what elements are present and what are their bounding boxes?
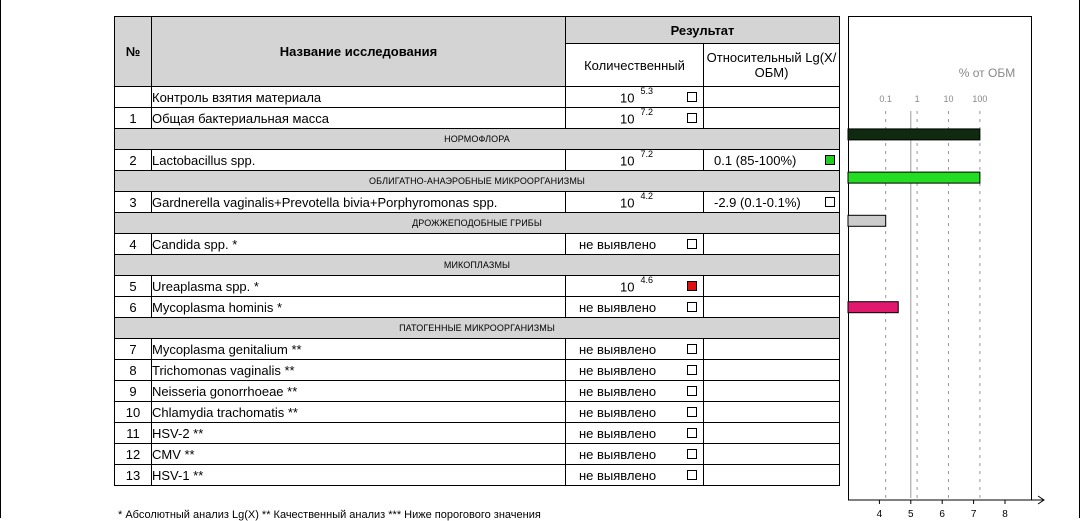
quantity-exponent: 4.6 — [640, 275, 653, 285]
top-tick-label: 10 — [943, 94, 954, 104]
table-row — [115, 360, 840, 381]
test-name: Gardnerella vaginalis+Prevotella bivia+Porphyromonas spp. — [152, 192, 566, 213]
quantity-base: 10 — [620, 195, 635, 211]
table-row — [115, 192, 840, 213]
quantitative-cell — [566, 381, 704, 402]
result-checkbox[interactable] — [687, 239, 697, 249]
test-name: Chlamydia trachomatis ** — [152, 402, 566, 423]
row-number: 2 — [115, 150, 152, 171]
table-row — [115, 402, 840, 423]
not-detected-text: не выявлено — [579, 300, 657, 315]
test-name: Общая бактериальная масса — [152, 108, 566, 129]
result-checkbox[interactable] — [687, 113, 697, 123]
top-tick-label: 100 — [972, 94, 988, 104]
table-row — [115, 297, 840, 318]
left-page-edge — [0, 0, 1, 518]
result-checkbox[interactable] — [687, 281, 697, 291]
test-name: Контроль взятия материала — [152, 87, 566, 108]
header-relative: Относительный Lg(X/ОБМ) — [704, 44, 840, 87]
not-detected-text: не выявлено — [579, 468, 657, 483]
header-result: Результат — [566, 17, 840, 44]
quantity-base: 10 — [620, 279, 635, 295]
relative-cell — [704, 87, 840, 108]
row-number: 1 — [115, 108, 152, 129]
relative-cell — [704, 360, 840, 381]
quantitative-cell — [566, 444, 704, 465]
result-checkbox[interactable] — [687, 470, 697, 480]
quantity-value — [620, 107, 653, 127]
results-table-body — [115, 87, 840, 486]
quantitative-cell — [566, 192, 704, 213]
result-checkbox[interactable] — [687, 92, 697, 102]
section-title: МИКОПЛАЗМЫ — [115, 255, 840, 276]
test-name: Ureaplasma spp. * — [152, 276, 566, 297]
result-checkbox[interactable] — [687, 302, 697, 312]
test-name: Candida spp. * — [152, 234, 566, 255]
quantity-value — [620, 86, 653, 106]
row-number: 5 — [115, 276, 152, 297]
relative-cell — [704, 402, 840, 423]
top-tick-label: 0.1 — [879, 94, 892, 104]
table-row — [115, 87, 840, 108]
table-row — [115, 444, 840, 465]
relative-checkbox[interactable] — [825, 197, 835, 207]
quantity-base: 10 — [620, 153, 635, 169]
header-quantitative: Количественный — [566, 44, 704, 87]
result-checkbox[interactable] — [687, 344, 697, 354]
relative-checkbox[interactable] — [825, 155, 835, 165]
test-name: Mycoplasma genitalium ** — [152, 339, 566, 360]
not-detected-text: не выявлено — [579, 405, 657, 420]
relative-cell — [704, 150, 840, 171]
bottom-tick-label: 4 — [876, 509, 883, 518]
quantitative-cell — [566, 234, 704, 255]
chart-bar — [848, 172, 980, 183]
top-axis-label: % от ОБМ — [958, 66, 1016, 80]
quantity-exponent: 7.2 — [640, 107, 653, 117]
quantity-base: 10 — [620, 111, 635, 127]
relative-value: -2.9 (0.1-0.1%) — [714, 195, 801, 210]
quantitative-cell — [566, 108, 704, 129]
test-name: Trichomonas vaginalis ** — [152, 360, 566, 381]
relative-cell — [704, 108, 840, 129]
table-row — [115, 234, 840, 255]
not-detected-text: не выявлено — [579, 447, 657, 462]
test-name: Mycoplasma hominis * — [152, 297, 566, 318]
not-detected-text: не выявлено — [579, 237, 657, 252]
quantity-value — [620, 149, 653, 169]
relative-cell — [704, 297, 840, 318]
bottom-tick-label: 5 — [908, 509, 914, 518]
quantity-value — [620, 191, 653, 211]
row-number: 7 — [115, 339, 152, 360]
not-detected-text: не выявлено — [579, 426, 657, 441]
chart-bar — [848, 302, 898, 313]
row-number: 4 — [115, 234, 152, 255]
table-row — [115, 381, 840, 402]
relative-cell — [704, 276, 840, 297]
results-table — [114, 16, 840, 486]
section-title: ОБЛИГАТНО-АНАЭРОБНЫЕ МИКРООРГАНИЗМЫ — [115, 171, 840, 192]
quantitative-cell — [566, 465, 704, 486]
relative-value: 0.1 (85-100%) — [714, 153, 797, 168]
bottom-tick-label: 8 — [1002, 509, 1008, 518]
relative-cell — [704, 381, 840, 402]
quantity-value — [620, 275, 653, 295]
not-detected-text: не выявлено — [579, 363, 657, 378]
relative-cell — [704, 444, 840, 465]
section-row — [115, 318, 840, 339]
table-row — [115, 150, 840, 171]
table-row — [115, 423, 840, 444]
test-name: HSV-1 ** — [152, 465, 566, 486]
relative-cell — [704, 234, 840, 255]
row-number: 13 — [115, 465, 152, 486]
not-detected-text: не выявлено — [579, 342, 657, 357]
table-row — [115, 108, 840, 129]
header-test-name: Название исследования — [152, 17, 566, 87]
quantitative-cell — [566, 402, 704, 423]
quantitative-cell — [566, 150, 704, 171]
footnote: * Абсолютный анализ Lg(X) ** Качественный анализ *** Ниже порогового значения — [118, 509, 541, 521]
section-row — [115, 129, 840, 150]
result-checkbox[interactable] — [687, 407, 697, 417]
row-number: 9 — [115, 381, 152, 402]
header-number: № — [115, 17, 152, 87]
relative-cell — [704, 192, 840, 213]
result-checkbox[interactable] — [687, 365, 697, 375]
bottom-tick-label: 7 — [970, 509, 977, 518]
section-row — [115, 171, 840, 192]
quantitative-cell — [566, 339, 704, 360]
table-row — [115, 339, 840, 360]
row-number: 11 — [115, 423, 152, 444]
chart-bar — [848, 129, 980, 140]
test-name: Neisseria gonorrhoeae ** — [152, 381, 566, 402]
table-row — [115, 276, 840, 297]
section-title: НОРМОФЛОРА — [115, 129, 840, 150]
row-number: 3 — [115, 192, 152, 213]
test-name: CMV ** — [152, 444, 566, 465]
test-name: Lactobacillus spp. — [152, 150, 566, 171]
row-number: 8 — [115, 360, 152, 381]
chart-bar — [848, 215, 886, 226]
table-row — [115, 465, 840, 486]
quantitative-cell — [566, 423, 704, 444]
quantitative-cell — [566, 297, 704, 318]
quantitative-cell — [566, 87, 704, 108]
result-checkbox[interactable] — [687, 386, 697, 396]
test-name: HSV-2 ** — [152, 423, 566, 444]
relative-bar-chart — [840, 16, 1050, 518]
section-title: ПАТОГЕННЫЕ МИКРООРГАНИЗМЫ — [115, 318, 840, 339]
top-tick-label: 1 — [914, 94, 920, 104]
row-number: 6 — [115, 297, 152, 318]
bottom-tick-label: 6 — [939, 509, 945, 518]
quantity-exponent: 5.3 — [640, 86, 653, 96]
quantity-exponent: 4.2 — [640, 191, 653, 201]
quantity-base: 10 — [620, 90, 635, 106]
relative-cell — [704, 465, 840, 486]
section-row — [115, 255, 840, 276]
results-table-container — [114, 16, 840, 486]
quantitative-cell — [566, 360, 704, 381]
section-title: ДРОЖЖЕПОДОБНЫЕ ГРИБЫ — [115, 213, 840, 234]
row-number: 10 — [115, 402, 152, 423]
relative-cell — [704, 339, 840, 360]
relative-cell — [704, 423, 840, 444]
quantity-exponent: 7.2 — [640, 149, 653, 159]
result-checkbox[interactable] — [687, 449, 697, 459]
section-row — [115, 213, 840, 234]
row-number — [115, 87, 152, 108]
quantitative-cell — [566, 276, 704, 297]
result-checkbox[interactable] — [687, 428, 697, 438]
not-detected-text: не выявлено — [579, 384, 657, 399]
row-number: 12 — [115, 444, 152, 465]
